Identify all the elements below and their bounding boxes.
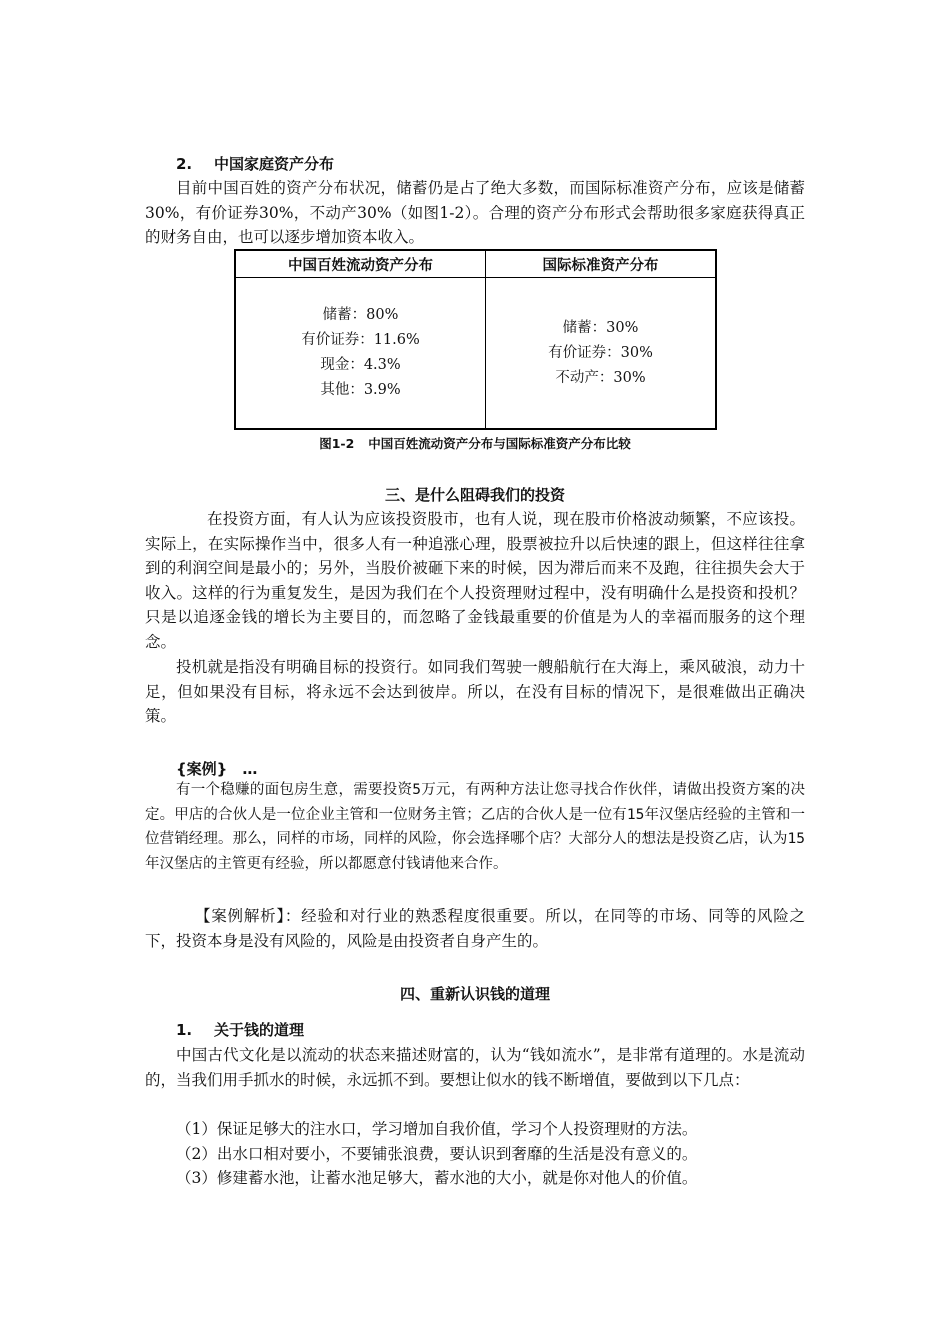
section-2-paragraph: 目前中国百姓的资产分布状况，储蓄仍是占了绝大多数，而国际标准资产分布，应该是储蓄30%，有价证券30%，不动产30%（如图1-2）。合理的资产分布形式会帮助很多家庭获得真正的财务自由，也可以逐步增加资本收入。 — [145, 179, 805, 247]
section-2-number: 2. — [176, 155, 193, 173]
international-asset-item: 储蓄：30% — [562, 319, 639, 336]
case-analysis: 【案例解析】：经验和对行业的熟悉程度很重要。所以，在同等的市场、同等的风险之下，投资本身是没有风险的，风险是由投资者自身产生的。 — [145, 907, 805, 950]
section-3-paragraph-1: 在投资方面，有人认为应该投资股市，也有人说，现在股市价格波动频繁，不应该投。实际上，在实际操作当中，很多人有一种追涨心理，股票被拉升以后快速的跟上，但这样往往拿到的利润空间是最小的；另外，当股价被砸下来的时候，因为滞后而来不及跑，往往损失会大于收入。这样的行为重复发生，是因为我们在个人投资理财过程中，没有明确什么是投资和投机？只是以追逐金钱的增长为主要目的，而忽略了金钱最重要的价值是为人的幸福而服务的这个理念。 — [145, 510, 805, 651]
international-asset-item: 有价证券：30% — [548, 344, 653, 361]
section-4-title: 四、重新认识钱的道理 — [399, 985, 550, 1003]
china-asset-cell — [235, 278, 486, 430]
section-4-sub-title: 关于钱的道理 — [214, 1021, 305, 1039]
list-item: （1）保证足够大的注水口，学习增加自我价值，学习个人投资理财的方法。 — [176, 1120, 698, 1138]
figure-caption — [0, 434, 950, 452]
figure-caption-text: 中国百姓流动资产分布与国际标准资产分布比较 — [368, 436, 631, 451]
list-item: （2）出水口相对要小，不要铺张浪费，要认识到奢靡的生活是没有意义的。 — [176, 1144, 698, 1163]
case-title: {案例} … — [176, 760, 258, 778]
list-item: （3）修建蓄水池，让蓄水池足够大，蓄水池的大小，就是你对他人的价值。 — [176, 1169, 698, 1188]
section-4-paragraph: 中国古代文化是以流动的状态来描述财富的，认为“钱如流水”，是非常有道理的。水是流动的，当我们用手抓水的时候，永远抓不到。要想让似水的钱不断增值，要做到以下几点： — [145, 1046, 805, 1089]
table-header-international: 国际标准资产分布 — [486, 250, 717, 278]
figure-label: 图1-2 — [319, 436, 355, 451]
china-asset-item: 有价证券：11.6% — [301, 332, 420, 348]
china-asset-item: 储蓄：80% — [322, 307, 399, 323]
section-4-sub-number: 1. — [176, 1021, 193, 1039]
table-header-china: 中国百姓流动资产分布 — [235, 250, 486, 278]
section-3-title: 三、是什么阻碍我们的投资 — [384, 486, 565, 504]
table-header-row — [235, 250, 716, 278]
asset-comparison-table — [234, 249, 717, 430]
section-2-title: 中国家庭资产分布 — [214, 155, 335, 173]
china-asset-item: 其他：3.9% — [320, 382, 401, 398]
money-points-list — [176, 1117, 697, 1191]
table-body-row — [235, 278, 716, 430]
section-2-heading — [176, 153, 334, 174]
international-asset-item: 不动产：30% — [555, 369, 646, 386]
international-asset-cell — [486, 278, 717, 430]
case-body: 有一个稳赚的面包房生意，需要投资5万元，有两种方法让您寻找合作伙伴，请做出投资方案的决定。甲店的合伙人是一位企业主管和一位财务主管；乙店的合伙人是一位有15年汉堡店经验的主管和一位营销经理。那么，同样的市场，同样的风险，你会选择哪个店？大部分人的想法是投资乙店，认为15年汉堡店的主管更有经验，所以都愿意付钱请他来合作。 — [145, 782, 805, 872]
china-asset-item: 现金：4.3% — [320, 357, 401, 373]
section-4-subheading — [176, 1019, 304, 1040]
section-3-paragraph-2: 投机就是指没有明确目标的投资行。如同我们驾驶一艘船航行在大海上，乘风破浪，动力十足，但如果没有目标，将永远不会达到彼岸。所以，在没有目标的情况下，是很难做出正确决策。 — [145, 658, 805, 726]
